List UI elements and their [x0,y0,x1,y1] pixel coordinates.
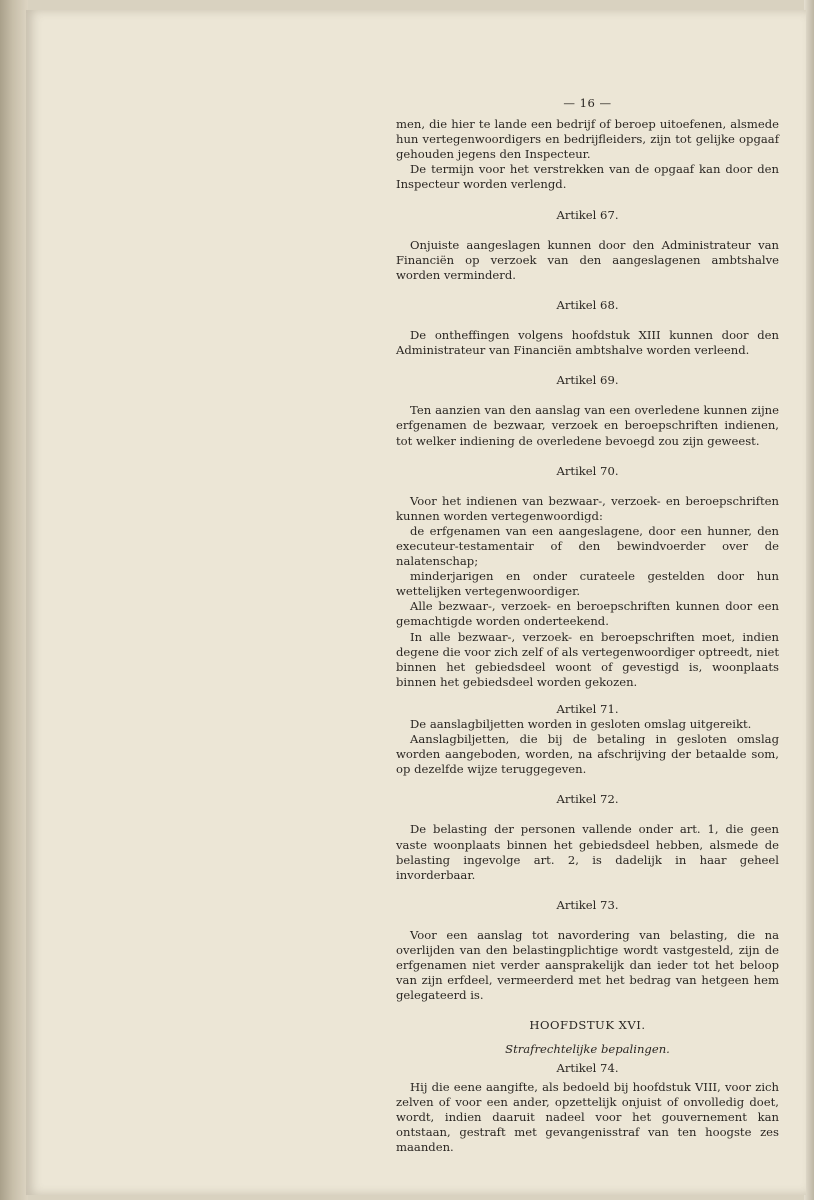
paragraph: de erfgenamen van een aangeslagene, door een hunner, den executeur-testamentair of den bewindvoerder over de nalatenschap; [396,523,779,569]
article-heading: Artikel 68. [556,297,619,312]
article-heading: Artikel 71. [556,701,619,716]
chapter-heading: HOOFDSTUK XVI. [529,1018,646,1033]
article-heading: Artikel 69. [556,373,619,388]
page-content [396,96,779,1155]
article-heading: Artikel 74. [556,1060,619,1075]
article-heading: Artikel 72. [556,792,619,807]
chapter-subtitle: Strafrechtelijke bepalingen. [505,1041,670,1056]
paragraph: minderjarigen en onder curateele gestelden door hun wettelijken vertegenwoordiger. [396,569,779,599]
paragraph: Voor het indienen van bezwaar-, verzoek- en beroepschriften kunnen worden vertegenwoordigd: [396,493,779,523]
text-body [396,117,779,1155]
paragraph: De aanslagbiljetten worden in gesloten omslag uitgereikt. [410,717,752,731]
book-page [26,10,806,1195]
article-heading: Artikel 67. [556,207,619,222]
paragraph: Voor een aanslag tot navordering van belasting, die na overlijden van den belastingplichtige wordt vastgesteld, zijn de erfgenamen niet verder aansprakelijk dan ieder tot het beloop van zijn erfdeel, vermeerderd met het bedrag van hetgeen hem gelegateerd is. [396,927,779,1003]
paragraph: De belasting der personen vallende onder art. 1, die geen vaste woonplaats binnen het gebiedsdeel hebben, alsmede de belasting ingevolge art. 2, is dadelijk in haar geheel invorderbaar. [396,822,779,882]
paragraph: De ontheffingen volgens hoofdstuk XIII kunnen door den Administrateur van Financiën ambtshalve worden verleend. [396,328,779,358]
paragraph: In alle bezwaar-, verzoek- en beroepschriften moet, indien degene die voor zich zelf of als vertegenwoordiger optreedt, niet binnen het gebiedsdeel woont of gevestigd is, woonplaats binnen het gebiedsdeel worden gekozen. [396,629,779,689]
paragraph: Aanslagbiljetten, die bij de betaling in gesloten omslag worden aangeboden, worden, na afschrijving der betaalde som, op dezelfde wijze teruggegeven. [396,732,779,777]
book-spine-shadow [0,0,28,1200]
paragraph: Ten aanzien van den aanslag van een overledene kunnen zijne erfgenamen de bezwaar, verzoek en beroepschriften indienen, tot welker indiening de overledene bevoegd zou zijn geweest. [396,403,779,448]
article-heading: Artikel 70. [556,463,619,478]
paragraph: Hij die eene aangifte, als bedoeld bij hoofdstuk VIII, voor zich zelven of voor een ander, opzettelijk onjuist of onvolledig doet, wordt, indien daaruit nadeel voor het gouvernement kan ontstaan, gestraft met gevangenisstraf van ten hoogste zes maanden. [396,1079,779,1155]
paragraph: De termijn voor het verstrekken van de opgaaf kan door den Inspecteur worden verlengd. [396,162,779,192]
paragraph: Alle bezwaar-, verzoek- en beroepschriften kunnen door een gemachtigde worden onderteekend. [396,599,779,629]
paragraph: Onjuiste aangeslagen kunnen door den Administrateur van Financiën op verzoek van den aangeslagenen ambtshalve worden verminderd. [396,237,779,282]
paragraph: men, die hier te lande een bedrijf of beroep uitoefenen, alsmede hun vertegenwoordigers en bedrijfleiders, zijn tot gelijke opgaaf gehouden jegens den Inspecteur. [396,117,779,162]
article-heading: Artikel 73. [556,897,619,912]
page-number: — 16 — [563,96,612,110]
